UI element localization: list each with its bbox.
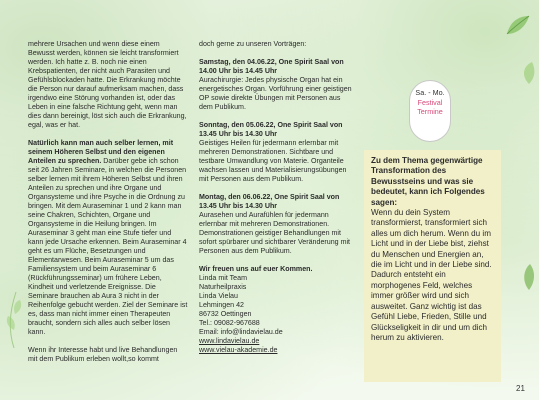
- contact-heading: Wir freuen uns auf euer Kommen.: [199, 265, 313, 273]
- page-number: 21: [516, 384, 525, 393]
- leaf-decoration-left-icon: [4, 290, 24, 350]
- event-item: [199, 193, 354, 256]
- badge-event-line1: Festival: [417, 97, 443, 107]
- event-description: Aurachirurgie: Jedes physische Organ hat ein energetisches Organ. Vorführung einer geistigen OP sowie direkte Übungen mit Personen aus dem Publikum.: [199, 76, 352, 111]
- badge-dates: Sa. - Mo.: [415, 88, 445, 97]
- events-intro: doch gerne zu unseren Vorträgen:: [199, 40, 307, 48]
- event-description: Aurasehen und Aurafühlen für jedermann erlernbar mit mehreren Demonstrationen. Demonstrationen geistiger Behandlungen mit sofort spürbarer und sichtbarer Veränderung mit Personen aus dem Publikum.: [199, 211, 351, 255]
- text-column-left: [28, 40, 188, 373]
- event-item: [199, 58, 354, 112]
- paragraph-seminars-lead: Natürlich kann man auch selber lernen, mit seinem Höheren Selbst und den eigenen Anteilen zu sprechen.: [28, 139, 174, 165]
- contact-email: Email: info@lindavielau.de: [199, 328, 283, 336]
- paragraph-causes: mehrere Ursachen und wenn diese einem Bewusst werden, können sie leicht transformiert werden. Ich hatte z. B. noch nie einen Krebspatienten, der nicht auch Parasiten und Gefühlsblockaden hatte. Die Erkrankung möchte die Person nur darauf aufmerksam machen, dass irgendwo eine Störung vorhanden ist, oder das Leben in eine falsche Richtung geht, wenn man dies dann bereinigt, löst sich auch die Erkrankung, egal, was er hat.: [28, 40, 187, 129]
- badge-event-line2: Termine: [417, 107, 443, 116]
- event-heading: Samstag, den 04.06.22, One Spirit Saal von 14.00 Uhr bis 14.45 Uhr: [199, 58, 344, 75]
- event-heading: Montag, den 06.06.22, One Spirit Saal von 13.45 Uhr bis 14.30 Uhr: [199, 193, 340, 210]
- leaf-decoration-top-right-icon: [505, 14, 531, 36]
- contact-phone: Tel.: 09082-967688: [199, 319, 260, 327]
- website-link[interactable]: www.lindavielau.de: [199, 337, 260, 345]
- contact-block: [199, 265, 354, 355]
- paragraph-seminars-body: Darüber gebe ich schon seit 26 Jahren Seminare, in welchen die Personen selber lernen mit ihrem Höheren Selbst und ihren Anteilen zu sprechen und ihre Organe und Organsysteme und ihre Psyche in die Ordnung zu bringen. Mit dem Auraseminar 1 und 2 kann man seine Chakren, Schichten, Organe und Organsysteme in die Heilung bringen. Im Auraseminar 3 geht man eine Stufe tiefer und kann jede Ursache erkennen. Beim Auraseminar 4 geht es um Flüche, Besetzungen und Elementarwesen. Beim Auraseminar 5 um das Familiensystem und beim Auraseminar 6 (Rückführungsseminar) um frühere Leben, Kindheit und verletzende Ereignisse. Die Seminare brauchen ab Aura 3 nicht in der Reihenfolge gebucht werden. Ziel der Seminare ist es, dass man nicht immer einen Therapeuten braucht, sondern sich alles auch selber lösen kann.: [28, 157, 188, 336]
- contact-line: 86732 Oettingen: [199, 310, 252, 318]
- transformation-quote-box: [364, 150, 501, 382]
- contact-line: Linda mit Team: [199, 274, 247, 282]
- festival-dates-badge: [409, 80, 451, 142]
- quote-lead: Zu dem Thema gegenwärtige Transformation des Bewusstseins und was sie bedeutet, kann ich Folgendes sagen:: [371, 156, 485, 207]
- paragraph-invitation: Wenn ihr Interesse habt und live Behandlungen mit dem Publikum erleben wollt,so kommt: [28, 346, 178, 363]
- academy-link[interactable]: www.vielau-akademie.de: [199, 346, 278, 354]
- contact-line: Lehmingen 42: [199, 301, 244, 309]
- text-column-middle: [199, 40, 354, 355]
- event-description: Geistiges Heilen für jedermann erlernbar mit mehreren Demonstrationen. Sichtbare und testbare Umwandlung von Materie. Organteile wachsen lassen und Materialisierungsübungen mit Personen aus dem Publikum.: [199, 139, 347, 183]
- event-heading: Sonntag, den 05.06.22, One Spirit Saal von 13.45 Uhr bis 14.30 Uhr: [199, 121, 343, 138]
- quote-body: Wenn du dein System transformierst, transformiert sich alles um dich herum. Wenn du im Licht und in der Liebe bist, ziehst du Menschen und Energien an, die im Licht und in der Liebe sind. Dadurch entsteht ein morphogenes Feld, welches immer größer wird und sich ausweitet. Ganz wichtig ist das Gefühl Liebe, Frieden, Stille und Glückseligkeit in dir und um dich herum zu aktivieren.: [371, 208, 492, 342]
- leaf-decoration-right-icon: [520, 60, 538, 86]
- event-item: [199, 121, 354, 184]
- paragraph-seminars: [28, 139, 188, 337]
- leaf-decoration-lower-right-icon: [520, 262, 538, 292]
- contact-line: Naturheilpraxis: [199, 283, 247, 291]
- contact-line: Linda Vielau: [199, 292, 238, 300]
